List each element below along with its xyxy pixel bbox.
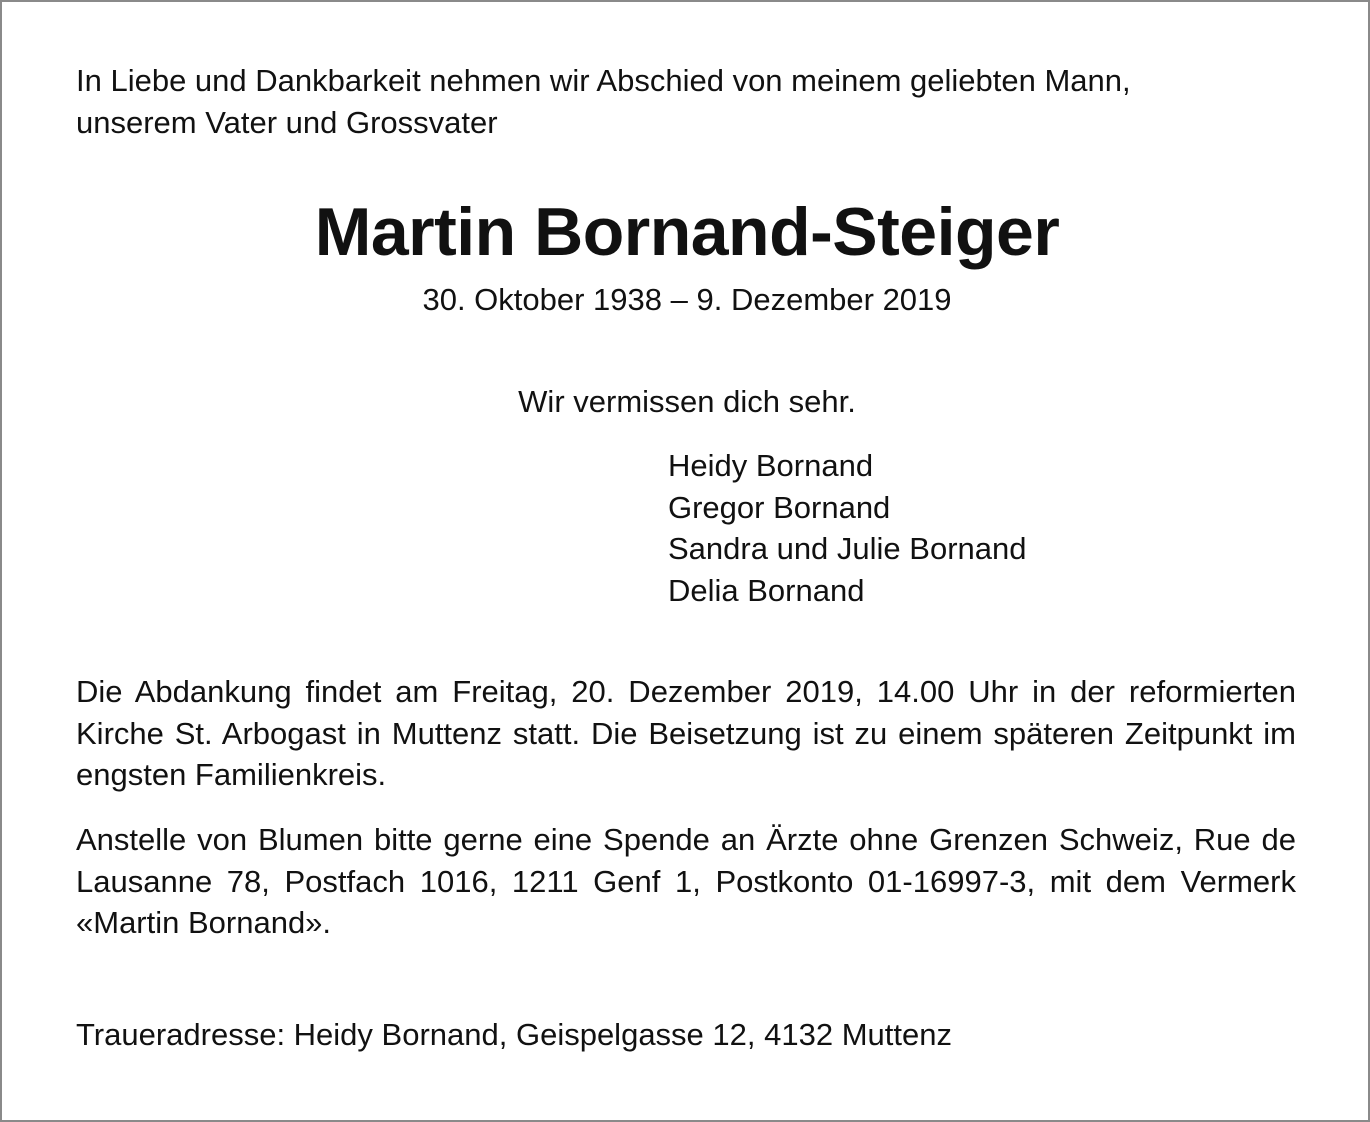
intro-line-2: unserem Vater und Grossvater: [76, 105, 498, 140]
life-dates: 30. Oktober 1938 – 9. Dezember 2019: [422, 282, 952, 317]
donation-info: Anstelle von Blumen bitte gerne eine Spende an Ärzte ohne Grenzen Schweiz, Rue de Lausanne 78, Postfach 1016, 1211 Genf 1, Postkonto 01-16997-3, mit dem Vermerk «Martin Bornand».: [76, 822, 1296, 940]
ceremony-info: Die Abdankung findet am Freitag, 20. Dezember 2019, 14.00 Uhr in der reformierten Kirche St. Arbogast in Muttenz statt. Die Beisetzung ist zu einem späteren Zeitpunkt im engsten Familienkreis.: [76, 674, 1296, 792]
deceased-name: Martin Bornand-Steiger: [314, 194, 1060, 270]
mourning-address: Traueradresse: Heidy Bornand, Geispelgasse 12, 4132 Muttenz: [76, 1017, 952, 1052]
mourner-name: Gregor Bornand: [668, 489, 891, 525]
farewell-message: Wir vermissen dich sehr.: [518, 384, 856, 419]
intro-line-1: In Liebe und Dankbarkeit nehmen wir Abschied von meinem geliebten Mann,: [76, 63, 1131, 98]
mourners-list: [668, 445, 1026, 611]
mourner-name: Sandra und Julie Bornand: [668, 531, 1027, 566]
mourner-name: Delia Bornand: [668, 572, 865, 608]
intro-text: [76, 60, 1131, 144]
mourner-name: Heidy Bornand: [668, 448, 874, 483]
